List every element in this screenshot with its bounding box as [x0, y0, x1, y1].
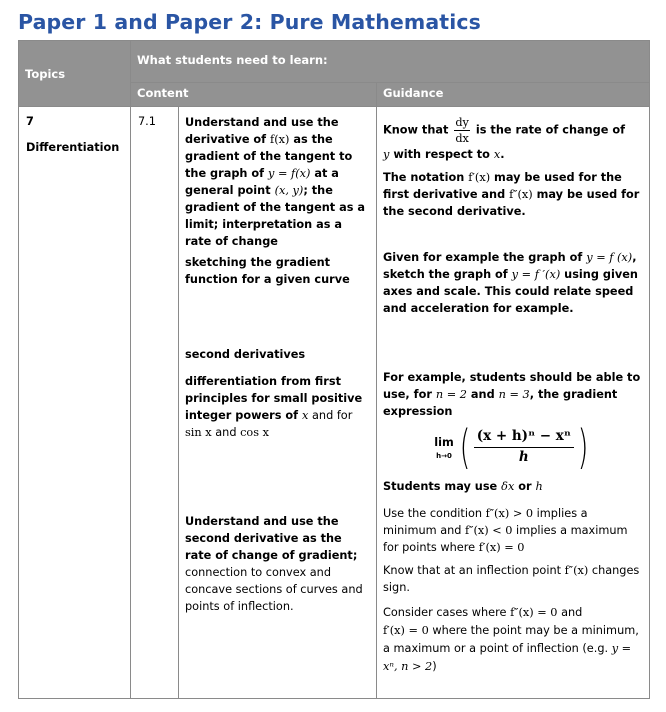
content-item-first-principles: differentiation from first principles for small positive integer powers of x and for sin x and cos x	[185, 375, 363, 439]
guidance-sketch-graph: Given for example the graph of y = f (x), sketch the graph of y = f ′(x) using given axes and scale. This could relate speed and acceleration for example.	[383, 251, 638, 315]
guidance-rate-of-change: Know that $\frac{dy}{dx}$ is the rate of change of y with respect to x.	[383, 116, 626, 161]
guidance-cell	[377, 107, 650, 699]
limit-operator: lim h→0	[434, 436, 454, 460]
content-item-gradient-function: sketching the gradient function for a given curve	[185, 256, 350, 286]
content-item-second-derivative-gradient: Understand and use the second derivative as the rate of change of gradient; connection to convex and concave sections of curves and points of inflection.	[185, 515, 363, 613]
difference-quotient: $\frac{\text{(x + h)ⁿ − xⁿ}}{h}$	[474, 428, 574, 467]
subtopic-number: 7.1	[131, 107, 179, 699]
guidance-gradient-expression: For example, students should be able to use, for n = 2 and n = 3, the gradient expression	[383, 371, 641, 418]
topic-name: Differentiation	[26, 141, 120, 154]
guidance-inflection-point: Know that at an inflection point f″(x) changes sign.	[383, 564, 640, 594]
right-paren: )	[577, 420, 589, 474]
header-topics: Topics	[19, 41, 131, 107]
page-title: Paper 1 and Paper 2: Pure Mathematics	[18, 10, 481, 34]
guidance-notation: The notation f′(x) may be used for the first derivative and f″(x) may be used for the second derivative.	[383, 171, 640, 218]
left-paren: (	[459, 420, 471, 474]
topic-cell	[19, 107, 131, 699]
content-item-second-derivatives: second derivatives	[185, 348, 306, 361]
guidance-consider-cases: Consider cases where f″(x) = 0 and f′(x) = 0 where the point may be a minimum, a maximum or a point of inflection (e.g. y = xⁿ, n > 2)	[383, 606, 639, 673]
guidance-max-min-condition: Use the condition f″(x) > 0 implies a minimum and f″(x) < 0 implies a maximum for points where f′(x) = 0	[383, 507, 628, 554]
content-item-derivative: Understand and use the derivative of f(x) as the gradient of the tangent to the graph of y = f(x) at a general point (x, y); the gradient of the tangent as a limit; interpretation as a rate of change	[185, 116, 366, 248]
guidance-delta-x: Students may use δx or h	[383, 480, 543, 493]
header-what-students-need-to-learn: What students need to learn:	[131, 41, 650, 83]
limit-expression	[383, 420, 643, 474]
dy-dx-fraction: $\frac{dy}{dx}$	[455, 116, 469, 145]
specification-table	[18, 40, 650, 699]
header-content: Content	[131, 83, 377, 107]
topic-number: 7	[26, 115, 34, 128]
content-cell	[179, 107, 377, 699]
header-guidance: Guidance	[377, 83, 650, 107]
